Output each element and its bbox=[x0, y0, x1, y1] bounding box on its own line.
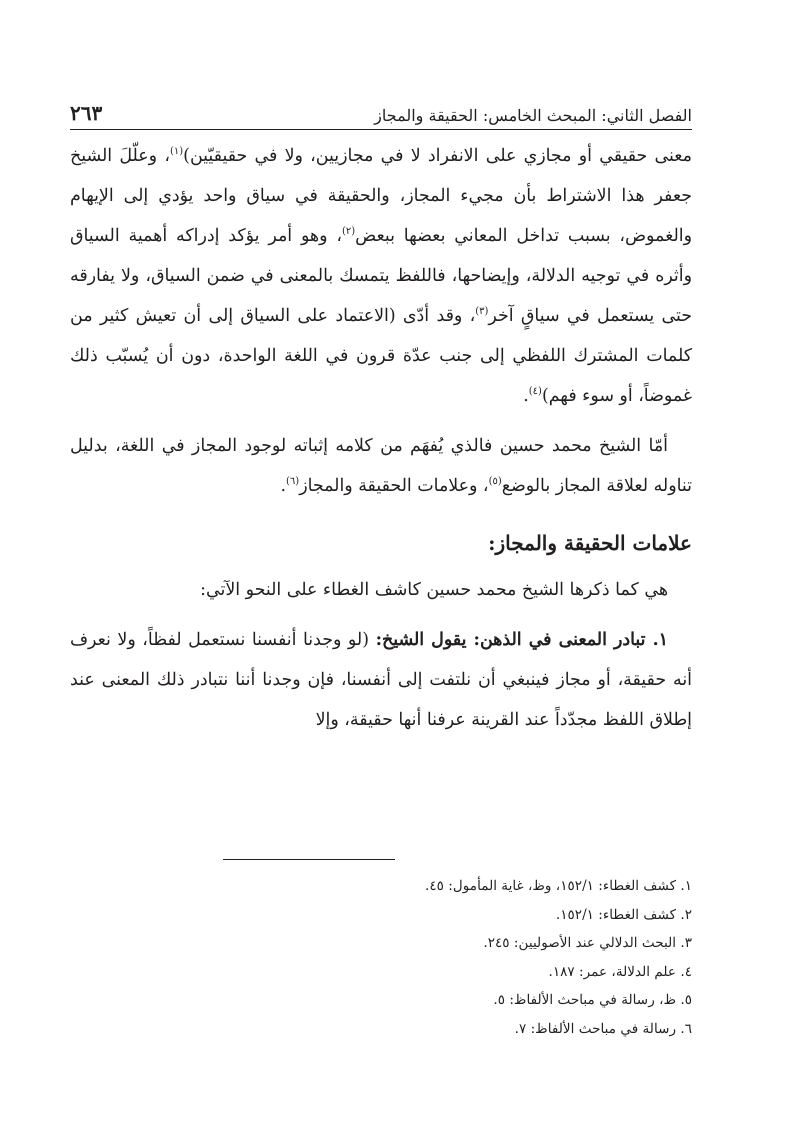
paragraph-4 bbox=[70, 620, 692, 740]
paragraph-2 bbox=[70, 426, 692, 506]
footnote-ref-3: (٣) bbox=[475, 306, 489, 318]
page-number: ٢٦٣ bbox=[70, 101, 103, 125]
paragraph-2-text-3: . bbox=[280, 476, 286, 496]
paragraph-1 bbox=[70, 136, 692, 416]
footnote-ref-4: (٤) bbox=[528, 386, 542, 398]
footnote-5: ٥. ظ، رسالة في مباحث الألفاظ: ٥. bbox=[493, 992, 692, 1008]
running-header bbox=[70, 85, 692, 130]
paragraph-2-text-1: أمّا الشيخ محمد حسين فالذي يُفهَم من كلامه إثباته لوجود المجاز في اللغة، بدليل تناوله لعلاقة المجاز بالوضع bbox=[70, 436, 692, 496]
footnote-ref-6: (٦) bbox=[286, 476, 300, 488]
chapter-title: الفصل الثاني: المبحث الخامس: الحقيقة والمجاز bbox=[374, 106, 692, 125]
footnote-6: ٦. رسالة في مباحث الألفاظ: ٧. bbox=[514, 1020, 692, 1037]
footnote-2: ٢. كشف الغطاء: ١٥٢/١. bbox=[555, 906, 692, 923]
footnote-1: ١. كشف الغطاء: ١٥٢/١، وظ، غاية المأمول: ٤٥. bbox=[425, 878, 692, 894]
footnote-ref-5: (٥) bbox=[488, 476, 502, 488]
paragraph-1-text-3: ، وهو أمر يؤكد إدراكه أهمية السياق وأثره في توجيه الدلالة، وإيضاحها، فاللفظ يتمسك بالمعنى في ضمن السياق، ولا يفارقه حتى يستعمل في سياقٍ آخر bbox=[70, 226, 692, 326]
paragraph-1-text-5: . bbox=[523, 386, 529, 406]
paragraph-1-text-2: ، وعلّلَ الشيخ جعفر هذا الاشتراط بأن مجيء المجاز، والحقيقة في سياق واحد يؤدي إلى الإيهام والغموض، بسبب تداخل المعاني بعضها ببعض bbox=[70, 146, 693, 246]
paragraph-2-text-2: ، وعلامات الحقيقة والمجاز bbox=[299, 476, 489, 496]
footnotes bbox=[232, 872, 692, 1043]
footnote-4: ٤. علم الدلالة، عمر: ١٨٧. bbox=[548, 963, 692, 980]
footnote-3: ٣. البحث الدلالي عند الأصوليين: ٢٤٥. bbox=[483, 935, 692, 951]
footnote-ref-2: (٢) bbox=[341, 226, 356, 238]
paragraph-4-text: (لو وجدنا أنفسنا نستعمل لفظاً، ولا نعرف أنه حقيقة، أو مجاز فينبغي أن نلتفت إلى أنفسنا، فإن وجدنا أننا نتبادر ذلك المعنى عند إطلاق اللفظ مجدّداً عند القرينة عرفنا أنها حقيقة، وإلا bbox=[70, 630, 692, 730]
page-body bbox=[70, 136, 692, 740]
paragraph-1-text-1: معنى حقيقي أو مجازي على الانفراد لا في مجازيين، ولا في حقيقيّين) bbox=[183, 146, 692, 166]
paragraph-3: هي كما ذكرها الشيخ محمد حسين كاشف الغطاء على النحو الآتي: bbox=[200, 580, 668, 600]
section-heading: علامات الحقيقة والمجاز: bbox=[488, 531, 692, 555]
paragraph-4-bold: ١. تبادر المعنى في الذهن: يقول الشيخ: bbox=[375, 630, 668, 650]
footnote-ref-1: (١) bbox=[169, 146, 184, 158]
page bbox=[70, 85, 692, 740]
paragraph-1-text-4: ، وقد أدّى (الاعتماد على السياق إلى أن تعيش كثير من كلمات المشترك اللفظي إلى جنب عدّة قرون في اللغة الواحدة، دون أن يُسبّب ذلك غموضاً، أو سوء فهم) bbox=[70, 306, 692, 406]
footnote-separator bbox=[223, 859, 395, 860]
